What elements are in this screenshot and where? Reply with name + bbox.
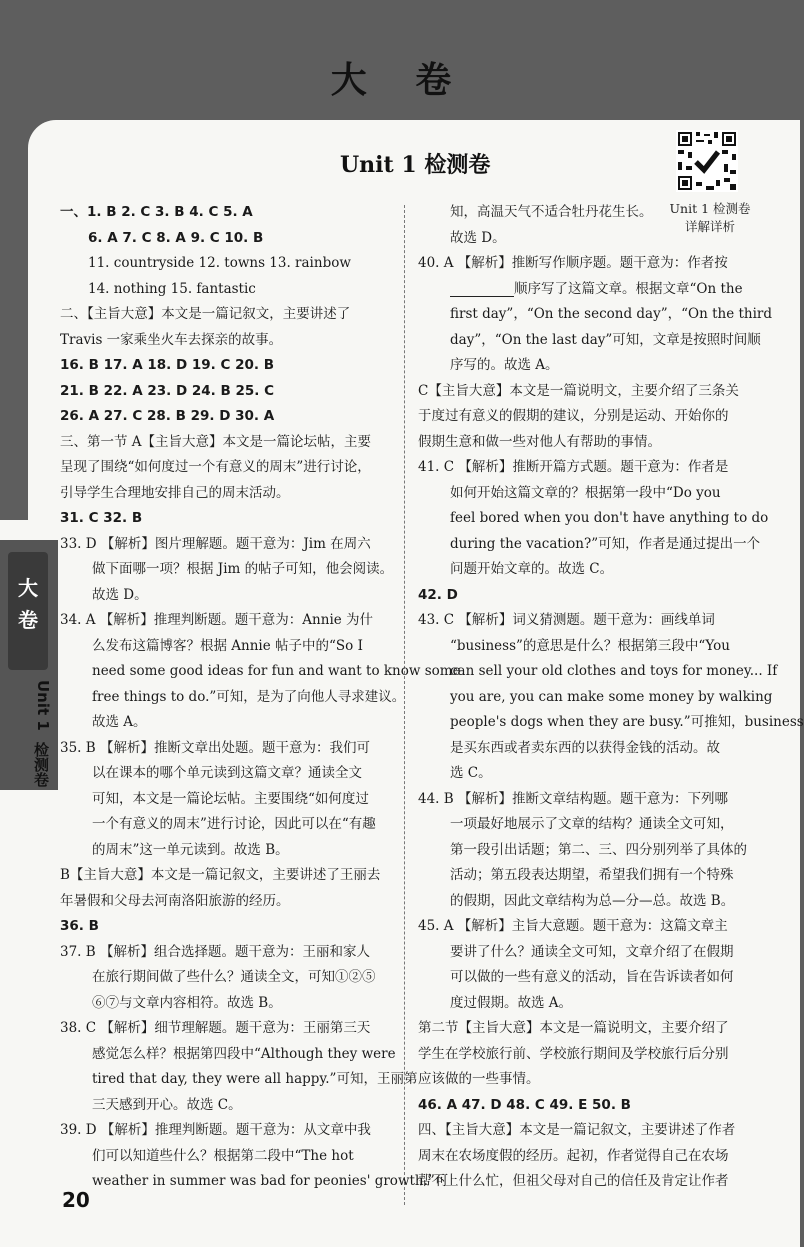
answer-line: 知，高温天气不适合牡丹花生长。 — [450, 204, 653, 220]
answer-line: 二、【主旨大意】本文是一篇记叙文，主要讲述了 — [60, 306, 351, 322]
answer-line: 21. B 22. A 23. D 24. B 25. C — [60, 382, 275, 399]
answer-line: need some good ideas for fun and want to know some — [92, 663, 461, 679]
answer-line: 46. A 47. D 48. C 49. E 50. B — [418, 1096, 631, 1113]
answer-line: 34. A 【解析】推理判断题。题干意为：Annie 为什 — [60, 612, 374, 628]
answer-line: 在旅行期间做了些什么？通读全文，可知①②⑤ — [92, 969, 376, 985]
page-title: 大 卷 — [330, 59, 470, 101]
answer-line: 引导学生合理地安排自己的周末活动。 — [60, 484, 290, 501]
answer-line: 三天感到开心。故选 C。 — [92, 1096, 242, 1113]
answer-line: 度过假期。故选 A。 — [450, 994, 573, 1011]
answer-line: free things to do.”可知，是为了向他人寻求建议。 — [92, 688, 406, 705]
answer-line: 问题开始文章的。故选 C。 — [450, 561, 614, 577]
answer-line: 应该做的一些事情。 — [418, 1071, 540, 1087]
answer-line: 41. C 【解析】推断开篇方式题。题干意为：作者是 — [418, 459, 729, 475]
answer-line: 年暑假和父母去河南洛阳旅游的经历。 — [60, 892, 290, 909]
answer-line: weather in summer was bad for peonies' growth.”可 — [92, 1173, 449, 1189]
unit-title: Unit 1 检测卷 — [340, 152, 491, 178]
answer-line: 要讲了什么？通读全文可知，文章介绍了在假期 — [450, 943, 734, 960]
answer-line: C【主旨大意】本文是一篇说明文，主要介绍了三条关 — [418, 382, 739, 399]
answer-line: 呈现了围绕“如何度过一个有意义的周末”进行讨论， — [60, 459, 371, 475]
answer-line: “business”的意思是什么？根据第三段中“You — [450, 637, 730, 654]
answer-line: 33. D 【解析】图片理解题。题干意为：Jim 在周六 — [60, 535, 371, 552]
answer-line: 学生在学校旅行前、学校旅行期间及学校旅行后分别 — [418, 1045, 729, 1062]
answer-line: people's dogs when they are busy.”可推知，business — [450, 714, 804, 730]
answer-line: 16. B 17. A 18. D 19. C 20. B — [60, 357, 275, 373]
answer-line: feel bored when you don't have anything to do — [450, 510, 769, 526]
answer-line: tired that day, they were all happy.”可知，王丽第 — [92, 1071, 418, 1087]
side-unit-label: Unit 1 — [34, 680, 52, 731]
side-tab-bottom: 卷 — [18, 608, 38, 632]
side-test-label: 检测卷 — [32, 742, 50, 787]
answer-line: during the vacation?”可知，作者是通过提出一个 — [450, 535, 761, 552]
answer-line: 43. C 【解析】词义猜测题。题干意为：画线单词 — [418, 612, 715, 628]
page-number: 20 — [62, 1188, 90, 1212]
answer-line: you are, you can make some money by walking — [450, 688, 773, 705]
qr-caption-line-2: 详解详析 — [684, 219, 735, 234]
answer-line: 是买东西或者卖东西的以获得金钱的活动。故 — [450, 739, 720, 756]
answer-line: 序写的。故选 A。 — [450, 357, 559, 373]
fill-blank — [450, 282, 514, 297]
answer-line: Travis 一家乘坐火车去探亲的故事。 — [60, 331, 283, 348]
answer-line: 周末在农场度假的经历。起初，作者觉得自己在农场 — [418, 1147, 729, 1164]
answer-line: 一项最好地展示了文章的结构？通读全文可知， — [450, 816, 734, 832]
answer-line: 于度过有意义的假期的建议，分别是运动、开始你的 — [418, 408, 729, 424]
answer-line: 42. D — [418, 586, 458, 603]
answer-line: 11. countryside 12. towns 13. rainbow — [88, 255, 351, 271]
answer-line: 第二节【主旨大意】本文是一篇说明文，主要介绍了 — [418, 1020, 729, 1036]
answer-line: 39. D 【解析】推理判断题。题干意为：从文章中我 — [60, 1122, 371, 1138]
qr-caption-line-1: Unit 1 检测卷 — [669, 201, 751, 216]
answer-line: 感觉怎么样？根据第四段中“Although they were — [92, 1045, 396, 1062]
answer-line: 35. B 【解析】推断文章出处题。题干意为：我们可 — [60, 739, 370, 756]
answer-line: 以在课本的哪个单元读到这篇文章？通读全文 — [92, 765, 362, 781]
answer-line: 44. B 【解析】推断文章结构题。题干意为：下列哪 — [418, 790, 728, 807]
answer-line: 么发布这篇博客？根据 Annie 帖子中的“So I — [92, 637, 363, 654]
answer-line: 37. B 【解析】组合选择题。题干意为：王丽和家人 — [60, 943, 370, 960]
answer-line: 故选 A。 — [92, 714, 147, 730]
answer-line — [418, 277, 752, 303]
answer-line: 可以做的一些有意义的活动，旨在告诉读者如何 — [450, 969, 734, 985]
answer-line: 三、第一节 A【主旨大意】本文是一篇论坛帖，主要 — [60, 433, 372, 450]
answer-line: 38. C 【解析】细节理解题。题干意为：王丽第三天 — [60, 1020, 371, 1036]
answer-line: 36. B — [60, 918, 99, 934]
answer-line: 选 C。 — [450, 765, 492, 781]
answer-line: 活动；第五段表达期望，希望我们拥有一个特殊 — [450, 867, 734, 883]
answer-line: 假期生意和做一些对他人有帮助的事情。 — [418, 433, 661, 450]
answer-line: 四、【主旨大意】本文是一篇记叙文，主要讲述了作者 — [418, 1122, 736, 1138]
answer-line: 的周末”这一单元读到。故选 B。 — [92, 841, 289, 858]
answer-line: 帮不上什么忙，但祖父母对自己的信任及肯定让作者 — [418, 1173, 729, 1189]
side-tab-top: 大 — [18, 576, 38, 600]
answer-line: 第一段引出话题；第二、三、四分别列举了具体的 — [450, 841, 747, 858]
answer-line: 的假期，因此文章结构为总—分—总。故选 B。 — [450, 892, 735, 909]
right-column — [418, 200, 804, 1195]
qr-code-icon[interactable] — [676, 130, 738, 192]
answer-line: 40. A 【解析】推断写作顺序题。题干意为：作者按 — [418, 255, 728, 271]
answer-line: ⑥⑦与文章内容相符。故选 B。 — [92, 994, 282, 1011]
answer-line: 一、1. B 2. C 3. B 4. C 5. A — [60, 204, 253, 220]
answer-line-text: 顺序写了这篇文章。根据文章“On the — [514, 280, 743, 297]
answer-line: 6. A 7. C 8. A 9. C 10. B — [88, 229, 264, 246]
answer-line: can sell your old clothes and toys for money... If — [450, 663, 778, 679]
answer-line: 如何开始这篇文章的？根据第一段中“Do you — [450, 484, 721, 501]
answer-line: 31. C 32. B — [60, 510, 143, 526]
answer-line: 45. A 【解析】主旨大意题。题干意为：这篇文章主 — [418, 918, 728, 934]
answer-line: 故选 D。 — [92, 586, 148, 603]
answer-line: day”，“On the last day”可知，文章是按照时间顺 — [450, 331, 761, 348]
answer-line: B【主旨大意】本文是一篇记叙文，主要讲述了王丽去 — [60, 867, 381, 883]
answer-line: 一个有意义的周末”进行讨论，因此可以在“有趣 — [92, 816, 376, 832]
answer-line: first day”，“On the second day”，“On the third — [450, 306, 773, 322]
answer-line: 故选 D。 — [450, 229, 506, 246]
side-tab-label — [14, 572, 42, 636]
answer-line: 26. A 27. C 28. B 29. D 30. A — [60, 408, 275, 424]
answer-line: 可知，本文是一篇论坛帖。主要围绕“如何度过 — [92, 790, 369, 807]
answer-line: 14. nothing 15. fantastic — [88, 280, 256, 297]
answer-line: 们可以知道些什么？根据第二段中“The hot — [92, 1147, 354, 1164]
answer-line: 做下面哪一项？根据 Jim 的帖子可知，他会阅读。 — [92, 561, 394, 577]
